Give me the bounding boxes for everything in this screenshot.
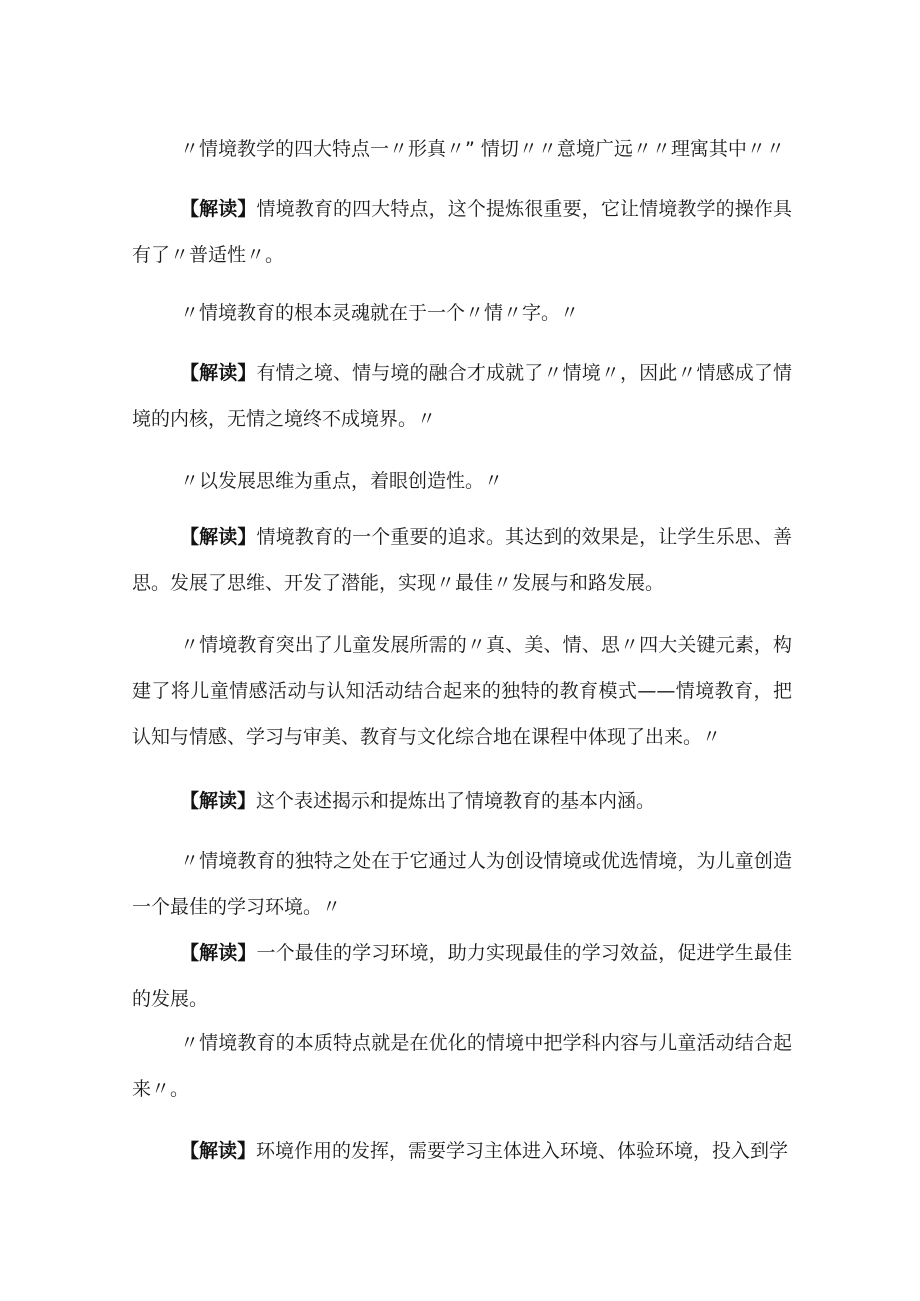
interpretation-label: 【解读】 (180, 942, 257, 964)
paragraph-quote-1 (132, 126, 792, 172)
paragraph-interpretation-1 (132, 186, 792, 278)
interpretation-label: 【解读】 (180, 790, 257, 812)
paragraph-quote-5 (132, 838, 792, 930)
paragraph-text: 一个最佳的学习环境，助力实现最佳的学习效益，促进学生最佳的发展。 (132, 942, 792, 1010)
interpretation-label: 【解读】 (180, 1140, 257, 1162)
paragraph-text: 情境教育的一个重要的追求。其达到的效果是，让学生乐思、善思。发展了思维、开发了潜能，实现〃最佳〃发展与和路发展。 (132, 526, 792, 594)
interpretation-label: 【解读】 (180, 362, 257, 384)
paragraph-interpretation-3 (132, 514, 792, 606)
paragraph-text: 〃情境教育的独特之处在于它通过人为创设情境或优选情境，为儿童创造一个最佳的学习环境。〃 (132, 850, 792, 918)
paragraph-text: 〃情境教育突出了儿童发展所需的〃真、美、情、思〃四大关键元素，构建了将儿童情感活动与认知活动结合起来的独特的教育模式——情境教育，把认知与情感、学习与审美、教育与文化综合地在课程中体现了出来。〃 (132, 634, 792, 748)
paragraph-interpretation-5 (132, 930, 792, 1022)
paragraph-text: 这个表述揭示和提炼出了情境教育的基本内涵。 (256, 790, 656, 812)
paragraph-text: 〃情境教学的四大特点一〃形真〃” 情切〃〃意境广远〃〃理寓其中〃〃 (180, 138, 785, 160)
paragraph-text: 有情之境、情与境的融合才成就了〃情境〃，因此〃情感成了情境的内核，无情之境终不成境界。〃 (132, 362, 792, 430)
paragraph-interpretation-2 (132, 350, 792, 442)
paragraph-quote-4 (132, 622, 792, 760)
paragraph-interpretation-6 (132, 1128, 792, 1174)
paragraph-text: 〃以发展思维为重点，着眼创造性。〃 (180, 470, 504, 492)
interpretation-label: 【解读】 (180, 526, 257, 548)
paragraph-interpretation-4 (132, 778, 792, 824)
paragraph-quote-6 (132, 1020, 792, 1112)
paragraph-text: 〃情境教育的根本灵魂就在于一个〃情〃字。〃 (180, 302, 580, 324)
interpretation-label: 【解读】 (180, 198, 257, 220)
paragraph-text: 环境作用的发挥，需要学习主体进入环境、体验环境，投入到学 (256, 1140, 789, 1162)
paragraph-quote-3 (132, 458, 792, 504)
paragraph-text: 情境教育的四大特点，这个提炼很重要，它让情境教学的操作具有了〃普适性〃。 (132, 198, 792, 266)
paragraph-quote-2 (132, 290, 792, 336)
paragraph-text: 〃情境教育的本质特点就是在优化的情境中把学科内容与儿童活动结合起来〃。 (132, 1032, 792, 1100)
